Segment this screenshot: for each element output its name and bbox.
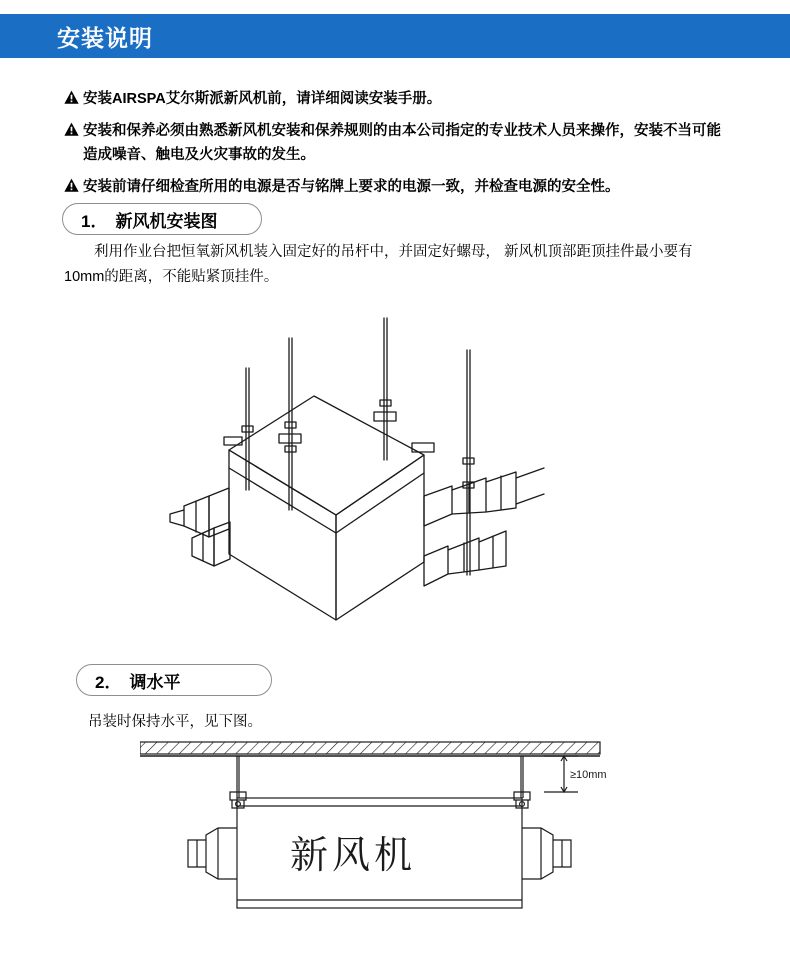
warning-icon: [64, 90, 79, 105]
dimension-label: ≥10mm: [570, 769, 607, 781]
section-heading-2: [76, 664, 272, 696]
unit-body-label: 新风机: [290, 835, 417, 877]
list-item: [64, 176, 732, 199]
section-heading-1: [62, 203, 262, 235]
section-1-paragraph: 利用作业台把恒氧新风机装入固定好的吊杆中，并固定好螺母， 新风机顶部距顶挂件最小要有10mm的距离，不能贴紧顶挂件。: [64, 244, 693, 286]
warning-note-text: 安装和保养必须由熟悉新风机安装和保养规则的由本公司指定的专业技术人员来操作，安装不当可能造成噪音、触电及火灾事故的发生。: [83, 123, 721, 163]
warning-notes-list: [64, 88, 732, 209]
page-header: [0, 14, 790, 58]
section-number: 2．: [95, 672, 122, 692]
section-2-paragraph: 吊装时保持水平，见下图。: [88, 714, 262, 730]
warning-note-text: 安装前请仔细检查所用的电源是否与铭牌上要求的电源一致，并检查电源的安全性。: [83, 179, 620, 196]
level-adjustment-diagram: [140, 736, 660, 946]
warning-icon: [64, 178, 79, 193]
warning-note-text: 安装AIRSPA艾尔斯派新风机前，请详细阅读安装手册。: [83, 91, 442, 107]
ceiling-mounted-unit-diagram: [24, 300, 764, 650]
section-number: 1．: [81, 211, 108, 231]
list-item: [64, 120, 732, 167]
section-label: 调水平: [129, 672, 181, 692]
list-item: [64, 88, 732, 111]
section-label: 新风机安装图: [115, 211, 218, 231]
page-title: 安装说明: [57, 24, 153, 51]
warning-icon: [64, 122, 79, 137]
